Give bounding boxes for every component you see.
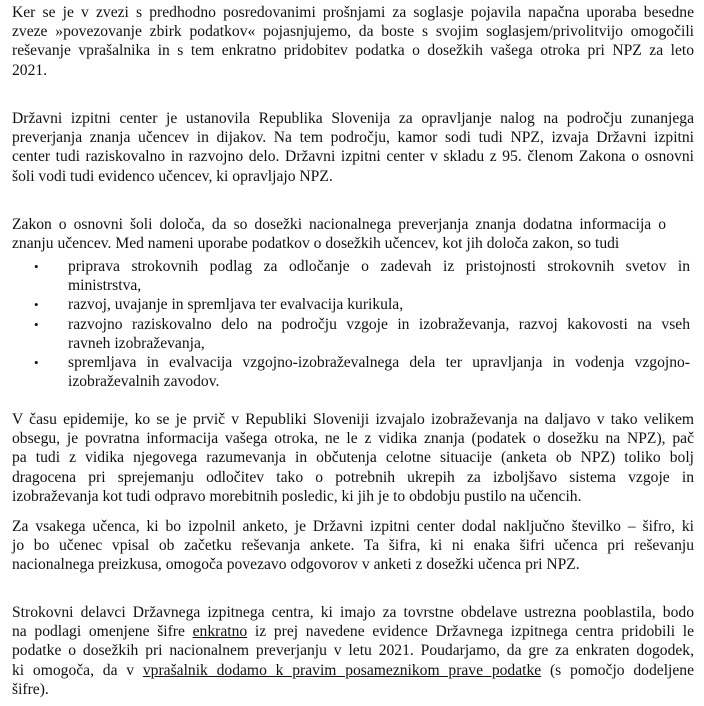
underlined-text: enkratno bbox=[192, 623, 248, 641]
text-line: priprava strokovnih podlag za odločanje o zadevah iz pristojnosti strokovnih svetov in bbox=[68, 258, 690, 275]
underlined-text: vprašalnik dodamo k pravim posameznikom prave podatke bbox=[142, 661, 542, 679]
paragraph-consent-clarification bbox=[12, 3, 694, 80]
text-line: pa tudi z vidika njegovega razumevanja in občutenja celotne situacije (anketa ob NPZ) toliko bolj bbox=[12, 449, 694, 467]
text-line: center tudi raziskovalno in razvojno delo. Državni izpitni center v skladu z 95. členom Zakona o osnovni bbox=[12, 148, 694, 166]
paragraph-exam-center bbox=[12, 109, 694, 186]
text-line: jo bo učenec vpisal ob začetku reševanja ankete. Ta šifra, ki ni enaka šifri učenca pri reševanju bbox=[12, 537, 694, 555]
text-line: V času epidemije, ko se je prvič v Republiki Sloveniji izvajalo izobraževanja na daljavo v tako velikem bbox=[12, 411, 694, 428]
text-line: znanju učencev. Med nameni uporabe podatkov o dosežkih učencev, kot jih določa zakon, so tudi bbox=[12, 235, 620, 253]
text-line: zveze »povezovanje zbirk podatkov« pojasnjujemo, da boste s svojim soglasjem/privolitvijo omogočili bbox=[12, 23, 694, 41]
list-item bbox=[0, 315, 690, 353]
text-line: Za vsakega učenca, ki bo izpolnil anketo, je Državni izpitni center dodal naključno številko – šifro, ki bbox=[12, 518, 694, 535]
text-segment: iz prej navedene evidence Državnega izpitnega centra pridobili le bbox=[247, 623, 694, 641]
paragraph-survey-code bbox=[12, 517, 694, 575]
text-line: obsegu, je povratna informacija vašega otroka, ne le z vidika znanja (podatek o dosežku na NPZ), pač bbox=[12, 430, 694, 448]
text-line: reševanje vprašalnika in s tem enkratno pridobitev podatka o dosežkih vašega otroka pri NPZ za leto bbox=[12, 42, 694, 60]
text-line bbox=[12, 661, 694, 680]
text-segment: ki omogoča, da v bbox=[12, 661, 143, 679]
purposes-list bbox=[0, 257, 704, 391]
text-line: podatke o dosežkih pri nacionalnem preverjanju v letu 2021. Poudarjamo, da gre za enkraten dogodek, bbox=[12, 642, 694, 660]
text-segment: na podlagi omenjene šifre bbox=[12, 623, 193, 641]
text-line: dragocena pri sprejemanju odločitev tako o potrebnih ukrepih za izboljšavo sistema vzgoje in bbox=[12, 468, 694, 486]
text-line: izobraževanja kot tudi odpravo morebitnih posledic, ki jih je to obdobju pustilo na učencih. bbox=[12, 487, 582, 505]
text-line: 2021. bbox=[12, 61, 48, 79]
text-line: razvoj, uvajanje in spremljava ter evalvacija kurikula, bbox=[68, 296, 404, 314]
text-line: Strokovni delavci Državnega izpitnega centra, ki imajo za tovrstne obdelave ustrezna pooblastila, bodo bbox=[12, 604, 694, 621]
list-item bbox=[0, 295, 690, 314]
paragraph-epidemic bbox=[12, 410, 694, 506]
bullet-icon: • bbox=[34, 355, 39, 371]
text-segment: (s pomočjo dodeljene bbox=[541, 661, 695, 679]
text-line: šoli vodi tudi evidenco učencev, ki opravljajo NPZ. bbox=[12, 167, 333, 185]
text-line: ravneh izobraževanja, bbox=[68, 334, 205, 352]
bullet-icon: • bbox=[34, 316, 39, 332]
text-line: Ker se je v zvezi s predhodno posredovanimi prošnjami za soglasje pojavila napačna uporaba besedne bbox=[12, 4, 694, 21]
text-line: spremljava in evalvacija vzgojno-izobraževalnega dela ter upravljanja in vodenja vzgojno- bbox=[68, 354, 690, 372]
paragraph-data-retrieval bbox=[12, 603, 694, 699]
bullet-icon: • bbox=[34, 259, 39, 274]
text-line: Državni izpitni center je ustanovila Republika Slovenija za opravljanje nalog na področju zunanjega bbox=[12, 110, 694, 127]
text-line: šifre). bbox=[12, 680, 49, 698]
text-line: razvojno raziskovalno delo na področju vzgoje in izobraževanja, razvoj kakovosti na vseh bbox=[68, 315, 690, 333]
list-item bbox=[0, 353, 690, 391]
bullet-icon: • bbox=[34, 297, 39, 313]
paragraph-school-law bbox=[12, 215, 694, 253]
text-line bbox=[12, 622, 694, 641]
text-line: nacionalnega preizkusa, omogoča povezavo odgovorov v anketi z dosežki učenca pri NPZ. bbox=[12, 556, 580, 574]
text-line: ministrstva, bbox=[68, 277, 142, 295]
text-line: preverjanja znanja učencev in dijakov. Na tem področju, kamor sodi tudi NPZ, izvaja Državni izpitni bbox=[12, 129, 694, 147]
list-item bbox=[0, 257, 690, 295]
text-line: Zakon o osnovni šoli določa, da so dosežki nacionalnega preverjanja znanja dodatna informacija o bbox=[12, 216, 666, 233]
text-line: izobraževalnih zavodov. bbox=[68, 373, 220, 391]
